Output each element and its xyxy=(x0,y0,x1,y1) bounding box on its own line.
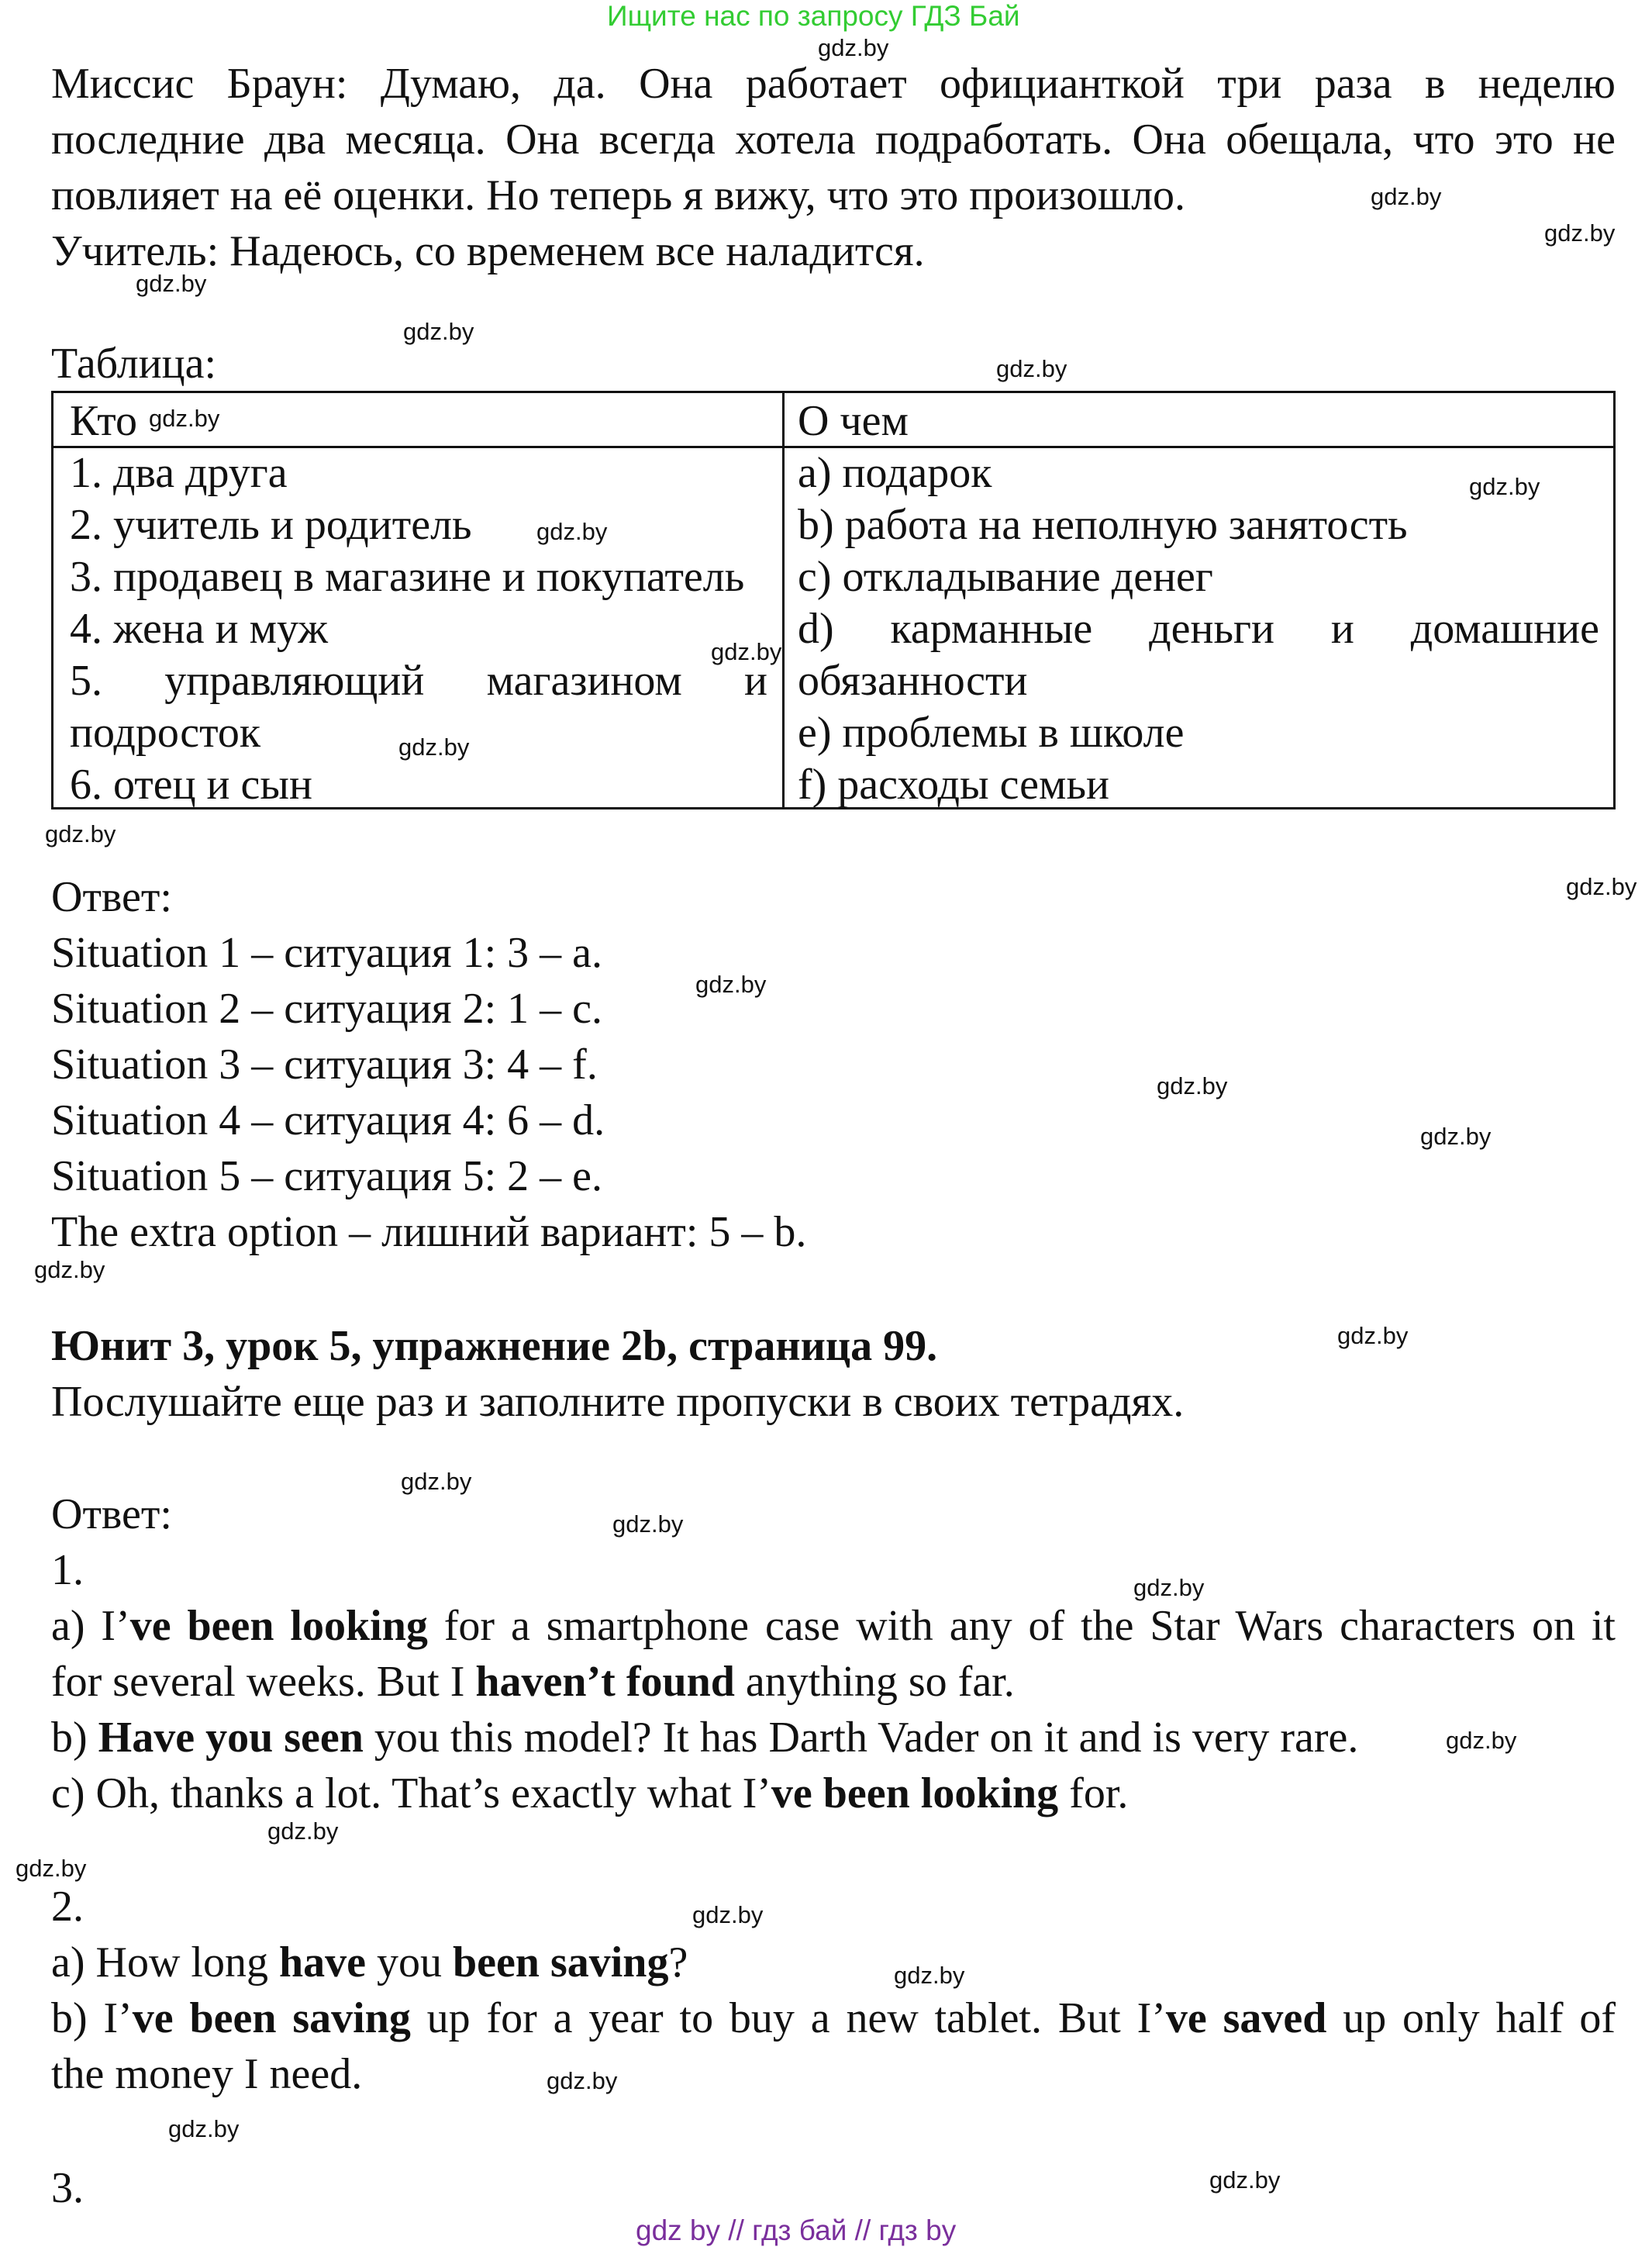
dialogue-line: последние два месяца. Она всегда хотела подработать. Она обещала, что это не xyxy=(51,116,1616,164)
watermark: gdz.by xyxy=(401,1468,472,1495)
table-header-who: Кто xyxy=(70,397,137,445)
table-cell: f) расходы семьи xyxy=(798,761,1109,809)
watermark: gdz.by xyxy=(34,1256,105,1283)
table-divider xyxy=(782,393,785,807)
table-cell: обязанности xyxy=(798,657,1028,705)
answer-line: The extra option – лишний вариант: 5 – b. xyxy=(51,1208,807,1256)
table-title: Таблица: xyxy=(51,340,217,388)
watermark: gdz.by xyxy=(536,518,608,545)
table-cell: 4. жена и муж xyxy=(70,605,328,653)
table-cell: 2. учитель и родитель xyxy=(70,501,472,549)
watermark: gdz.by xyxy=(1420,1123,1492,1150)
table-cell: подросток xyxy=(70,709,261,757)
watermark: gdz.by xyxy=(168,2115,240,2142)
watermark: gdz.by xyxy=(711,638,782,665)
watermark: gdz.by xyxy=(1371,183,1442,210)
answer-label: Ответ: xyxy=(51,1490,172,1538)
table-cell: 6. отец и сын xyxy=(70,761,312,809)
answer-line: c) Oh, thanks a lot. That’s exactly what I’ve been looking for. xyxy=(51,1769,1129,1817)
table-cell: a) подарок xyxy=(798,449,992,497)
watermark: gdz.by xyxy=(398,733,470,761)
answer-line: Situation 1 – ситуация 1: 3 – a. xyxy=(51,929,603,977)
table-cell: 5. управляющий магазином и xyxy=(70,657,767,705)
watermark: gdz.by xyxy=(1157,1072,1228,1099)
item-number: 2. xyxy=(51,1883,84,1931)
watermark: gdz.by xyxy=(692,1901,764,1928)
watermark: gdz.by xyxy=(1544,219,1616,247)
answer-line: a) I’ve been looking for a smartphone case with any of the Star Wars characters on it xyxy=(51,1602,1616,1650)
answer-line: b) I’ve been saving up for a year to buy a new tablet. But I’ve saved up only half of xyxy=(51,1994,1616,2042)
table-cell: 1. два друга xyxy=(70,449,288,497)
watermark: gdz.by xyxy=(149,405,220,432)
footer-link[interactable]: gdz by // гдз бай // гдз by xyxy=(636,2214,957,2246)
matching-table xyxy=(51,391,1616,809)
watermark: gdz.by xyxy=(1337,1322,1409,1349)
answer-line: Situation 4 – ситуация 4: 6 – d. xyxy=(51,1096,605,1144)
item-number: 1. xyxy=(51,1546,84,1594)
watermark: gdz.by xyxy=(403,318,474,345)
answer-line: for several weeks. But I haven’t found anything so far. xyxy=(51,1658,1015,1706)
header-link[interactable]: Ищите нас по запросу ГДЗ Бай xyxy=(607,0,1020,32)
watermark: gdz.by xyxy=(16,1855,87,1882)
watermark: gdz.by xyxy=(1209,2166,1281,2194)
watermark: gdz.by xyxy=(1566,873,1637,900)
watermark: gdz.by xyxy=(996,355,1067,382)
dialogue-line: повлияет на её оценки. Но теперь я вижу, что это произошло. xyxy=(51,171,1186,219)
answer-line: b) Have you seen you this model? It has Darth Vader on it and is very rare. xyxy=(51,1714,1359,1762)
table-cell: d) карманные деньги и домашние xyxy=(798,605,1599,653)
answer-line: Situation 2 – ситуация 2: 1 – c. xyxy=(51,985,603,1033)
table-cell: e) проблемы в школе xyxy=(798,709,1185,757)
answer-line: Situation 3 – ситуация 3: 4 – f. xyxy=(51,1041,598,1089)
watermark: gdz.by xyxy=(267,1817,339,1845)
item-number: 3. xyxy=(51,2164,84,2212)
watermark: gdz.by xyxy=(818,34,889,61)
instruction: Послушайте еще раз и заполните пропуски в своих тетрадях. xyxy=(51,1378,1185,1426)
watermark: gdz.by xyxy=(695,971,767,998)
watermark: gdz.by xyxy=(612,1510,684,1538)
unit-heading: Юнит 3, урок 5, упражнение 2b, страница 99. xyxy=(51,1322,938,1370)
watermark: gdz.by xyxy=(1446,1727,1517,1754)
dialogue-line: Миссис Браун: Думаю, да. Она работает официанткой три раза в неделю xyxy=(51,60,1616,108)
table-header-about: О чем xyxy=(798,397,909,445)
answer-label: Ответ: xyxy=(51,873,172,921)
table-cell: 3. продавец в магазине и покупатель xyxy=(70,553,745,601)
watermark: gdz.by xyxy=(547,2067,618,2094)
watermark: gdz.by xyxy=(894,1962,965,1989)
table-cell: b) работа на неполную занятость xyxy=(798,501,1408,549)
watermark: gdz.by xyxy=(45,820,116,847)
dialogue-line: Учитель: Надеюсь, со временем все наладится. xyxy=(51,227,925,275)
watermark: gdz.by xyxy=(1133,1574,1205,1601)
watermark: gdz.by xyxy=(136,270,207,297)
answer-line: the money I need. xyxy=(51,2050,363,2098)
answer-line: Situation 5 – ситуация 5: 2 – e. xyxy=(51,1152,603,1200)
watermark: gdz.by xyxy=(1469,473,1540,500)
table-cell: c) откладывание денег xyxy=(798,553,1213,601)
answer-line: a) How long have you been saving? xyxy=(51,1938,688,1986)
